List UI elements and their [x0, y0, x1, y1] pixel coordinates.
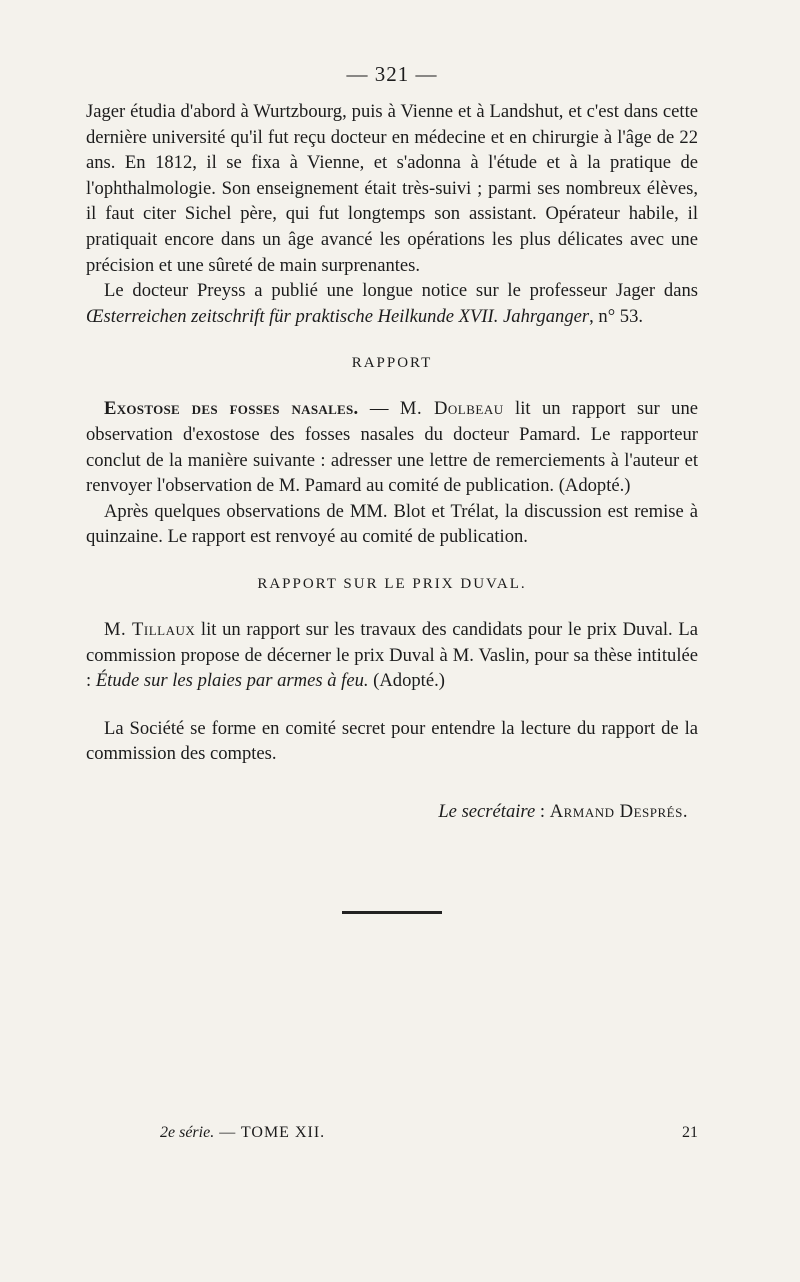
footer-series: 2e série.: [160, 1124, 215, 1141]
paragraph-prix-duval: [86, 617, 698, 694]
report-body: lit un rapport sur une observation d'exostose des fosses nasales du docteur Pamard. Le rapporteur conclut de la manière suivante : adresser une lettre de remerciements à l'auteur et renvoyer l'observation de M. Pamard au comité de publication. (Adopté.): [86, 398, 698, 497]
paragraph-comite-secret: La Société se forme en comité secret pour entendre la lecture du rapport de la commission des comptes.: [86, 717, 698, 765]
signature-name: Armand Després.: [549, 800, 688, 822]
signature-colon: :: [535, 800, 550, 822]
signature: [86, 801, 698, 823]
journal-title: Œsterreichen zeitschrift für praktische Heilkunde XVII. Jahrganger: [86, 305, 590, 327]
report-dash: —: [358, 398, 400, 420]
document-page: [86, 62, 698, 914]
prix-duval-adopted: (Adopté.): [368, 670, 445, 692]
section-title-rapport: RAPPORT: [351, 355, 433, 372]
paragraph-exostose-report: [86, 396, 698, 498]
tillaux-name: M. Tillaux: [104, 618, 196, 640]
page-footer: [160, 1124, 698, 1142]
footer-sheet-number: 21: [682, 1124, 698, 1141]
report-title: Exostose des fosses nasales.: [104, 398, 359, 420]
paragraph-jager-biography: Jager étudia d'abord à Wurtzbourg, puis à Vienne et à Landshut, et c'est dans cette dernière université qu'il fut reçu docteur en médecine et en chirurgie à l'âge de 22 ans. En 1812, il se fixa à Vienne, et s'adonna à l'étude et à la pratique de l'ophthalmologie. Son enseignement était très-suivi ; parmi ses nombreux élèves, il faut citer Sichel père, qui fut longtemps son assistant. Opérateur habile, il pratiquait encore dans un âge avancé les opérations les plus délicates avec une précision et une sûreté de main surprenantes.: [86, 101, 698, 276]
thesis-title: Étude sur les plaies par armes à feu.: [95, 670, 369, 692]
preyss-text: Le docteur Preyss a publié une longue notice sur le professeur Jager dans: [104, 280, 698, 302]
page-number-header: — 321 —: [346, 62, 438, 86]
footer-series-tome: [160, 1124, 325, 1142]
paragraph-discussion: Après quelques observations de MM. Blot et Trélat, la discussion est remise à quinzaine. Le rapport est renvoyé au comité de publication.: [86, 500, 698, 548]
paragraph-preyss-notice: [86, 278, 698, 329]
closing-rule: [342, 911, 442, 914]
footer-tome: — TOME XII.: [214, 1124, 326, 1141]
journal-number: , n° 53.: [589, 305, 644, 327]
signature-label: Le secrétaire: [438, 800, 536, 822]
reporter-name: M. Dolbeau: [399, 398, 504, 420]
prix-duval-body: lit un rapport sur les travaux des candidats pour le prix Duval. La commission propose de décerner le prix Duval à M. Vaslin, pour sa thèse intitulée :: [86, 618, 698, 692]
section-title-prix-duval: RAPPORT SUR LE PRIX DUVAL.: [257, 575, 527, 592]
